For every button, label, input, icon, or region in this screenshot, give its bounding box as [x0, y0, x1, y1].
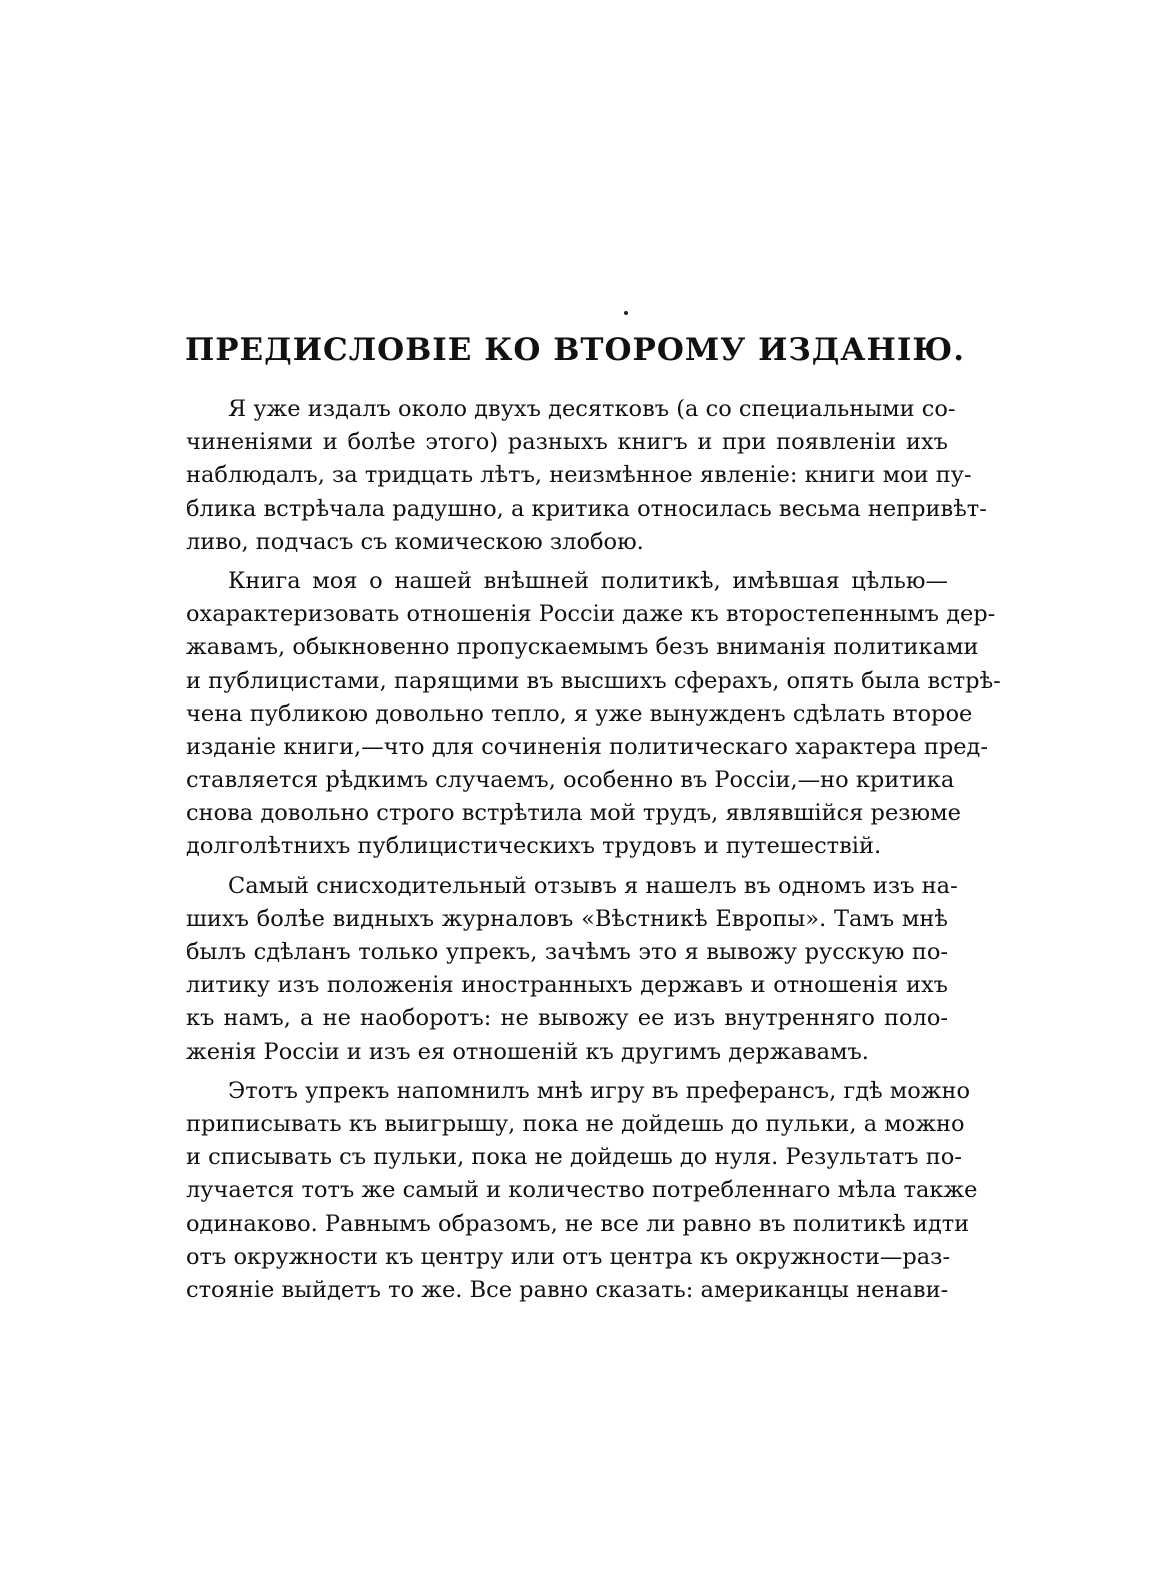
text-line: охарактеризовать отношенія Россіи даже къ второстепеннымъ дер- — [186, 601, 996, 628]
page-title: ПРЕДИСЛОВІЕ КО ВТОРОМУ ИЗДАНІЮ. — [184, 332, 966, 368]
text-line: приписывать къ выигрышу, пока не дойдешь до пульки, а можно — [186, 1110, 965, 1137]
text-line: Этотъ упрекъ напомнилъ мнѣ игру въ преферансъ, гдѣ можно — [228, 1077, 971, 1104]
paragraph-3 — [186, 870, 958, 1069]
text-line: лучается тотъ же самый и количество потребленнаго мѣла также — [186, 1177, 978, 1204]
text-line: снова довольно строго встрѣтила мой трудъ, являвшійся резюме — [186, 800, 961, 827]
text-line: шихъ болѣе видныхъ журналовъ «Вѣстникѣ Европы». Тамъ мнѣ — [186, 905, 948, 932]
text-line: чена публикою довольно тепло, я уже вынужденъ сдѣлать второе — [186, 700, 973, 727]
text-line: наблюдалъ, за тридцать лѣтъ, неизмѣнное явленіе: книги мои пу- — [186, 462, 972, 489]
text-line: стояніе выйдетъ то же. Все равно сказать: американцы ненави- — [186, 1276, 949, 1303]
paragraph-1 — [186, 393, 987, 559]
text-line: и публицистами, парящими въ высшихъ сферахъ, опять была встрѣ- — [186, 667, 1001, 694]
text-line: ливо, подчасъ съ комическою злобою. — [186, 528, 644, 555]
text-line: чиненіями и болѣе этого) разныхъ книгъ и при появленіи ихъ — [186, 429, 948, 456]
text-line: долголѣтнихъ публицистическихъ трудовъ и путешествій. — [186, 833, 882, 860]
text-line: и списывать съ пульки, пока не дойдешь до нуля. Результатъ по- — [186, 1144, 962, 1171]
body-text — [186, 393, 1001, 1313]
text-line: блика встрѣчала радушно, а критика относилась весьма непривѣт- — [186, 495, 987, 522]
text-line: Я уже издалъ около двухъ десятковъ (а со специальными со- — [228, 396, 956, 422]
paragraph-2 — [186, 565, 1001, 864]
text-line: изданіе книги,—что для сочиненія политическаго характера пред- — [186, 733, 988, 760]
text-line: отъ окружности къ центру или отъ центра къ окружности—раз- — [186, 1243, 951, 1270]
paragraph-4 — [186, 1075, 978, 1307]
text-line: литику изъ положенія иностранныхъ державъ и отношенія ихъ — [186, 972, 948, 999]
text-line: Книга моя о нашей внѣшней политикѣ, имѣвшая цѣлью— — [228, 567, 948, 594]
text-line: къ намъ, а не наоборотъ: не вывожу ее изъ внутренняго поло- — [186, 1005, 948, 1032]
text-line: жавамъ, обыкновенно пропускаемымъ безъ вниманія политиками — [186, 634, 979, 661]
text-line: былъ сдѣланъ только упрекъ, зачѣмъ это я вывожу русскую по- — [186, 939, 948, 965]
text-line: Самый снисходительный отзывъ я нашелъ въ одномъ изъ на- — [228, 872, 958, 899]
print-speck — [624, 311, 628, 315]
text-line: одинаково. Равнымъ образомъ, не все ли равно въ политикѣ идти — [186, 1210, 970, 1237]
text-line: ставляется рѣдкимъ случаемъ, особенно въ Россіи,—но критика — [186, 767, 955, 794]
text-line: женія Россіи и изъ ея отношеній къ другимъ державамъ. — [186, 1038, 869, 1065]
